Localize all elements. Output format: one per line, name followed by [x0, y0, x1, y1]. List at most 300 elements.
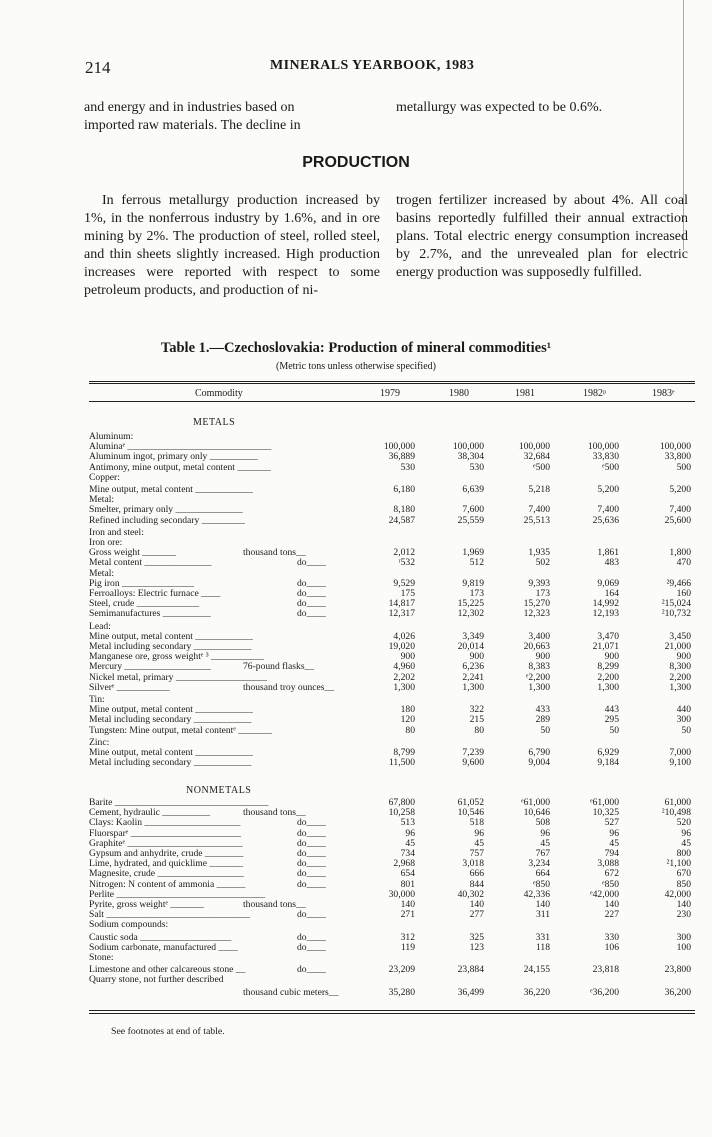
cell-1981: 8,383: [528, 661, 550, 673]
cell-1980: 36,499: [457, 986, 484, 998]
cell-1979: 10,258: [388, 807, 415, 819]
row-unit: thousand tons__: [243, 807, 306, 819]
cell-1980: 40,302: [457, 888, 484, 900]
row-unit: thousand troy ounces__: [243, 681, 335, 693]
row-label: Mine output, metal content ____________: [89, 748, 253, 758]
row-label: Gypsum and anhydrite, crude ________: [89, 849, 244, 859]
row-unit: do____: [297, 827, 326, 839]
cell-1983: 21,000: [664, 641, 691, 652]
cell-1981: 24,155: [523, 964, 550, 976]
cell-1980: 530: [469, 461, 484, 473]
cell-1982: 1,861: [597, 547, 619, 559]
row-label: Smelter, primary only ______________: [89, 505, 243, 516]
cell-1983: 140: [676, 899, 691, 910]
cell-1982: 1,300: [597, 681, 619, 693]
cell-1982: ᵉ42,000: [590, 888, 619, 900]
table-row: [89, 726, 695, 736]
cell-1981: 664: [535, 868, 550, 880]
row-unit: thousand tons__: [243, 547, 306, 559]
cell-1979: 36,889: [388, 451, 415, 463]
row-label: Pig iron _______________: [89, 578, 195, 589]
column-header-1979: 1979: [380, 388, 400, 399]
cell-1982: 6,929: [597, 747, 619, 758]
cell-1982: 672: [604, 868, 619, 880]
cell-1979: 119: [400, 941, 415, 953]
table-bottom-rule-double: [89, 1013, 695, 1014]
cell-1981: 900: [535, 651, 550, 663]
cell-1981: 36,220: [523, 986, 550, 998]
table-row: [89, 953, 695, 963]
column-header-1981: 1981: [515, 388, 535, 399]
row-unit: do____: [297, 837, 326, 849]
cell-1982: 8,299: [597, 661, 619, 673]
row-unit: do____: [297, 941, 326, 953]
cell-1982: 900: [604, 651, 619, 663]
column-header-1980: 1980: [449, 388, 469, 399]
table-row: [89, 975, 695, 985]
cell-1980: 3,018: [462, 858, 484, 870]
table-subtitle: (Metric tons unless otherwise specified): [276, 361, 436, 372]
production-left-paragraph: In ferrous metallurgy production increased by 1%, in the nonferrous industry by 1.6%, and in ore mining by 2%. The production of steel, rolled steel, and thin sheets slightly increased. High production increases were reported with respect to some petroleum products, and production of ni-: [84, 193, 380, 298]
cell-1983: 800: [676, 848, 691, 859]
cell-1979: 8,799: [393, 747, 415, 758]
table-row: [89, 965, 695, 975]
cell-1980: 45: [474, 837, 484, 849]
cell-1983: 850: [676, 878, 691, 890]
table-row: [89, 829, 695, 839]
cell-1983: 2,200: [669, 671, 691, 683]
section-metals: METALS: [193, 417, 236, 428]
table-row: [89, 505, 695, 515]
cell-1983: 1,800: [669, 547, 691, 559]
table-top-rule-double: [89, 383, 695, 384]
cell-1983: 470: [676, 557, 691, 569]
cell-1980: 61,052: [457, 797, 484, 808]
cell-1982: 2,200: [597, 671, 619, 683]
row-unit: do____: [297, 964, 326, 976]
cell-1981: 15,270: [523, 598, 550, 610]
cell-1983: 96: [681, 827, 691, 839]
cell-1980: 96: [474, 827, 484, 839]
cell-1982: 50: [609, 724, 619, 736]
cell-1983: ²15,024: [661, 598, 691, 610]
cell-1979: 45: [405, 837, 415, 849]
section-nonmetals: NONMETALS: [186, 785, 252, 796]
row-unit: do____: [297, 598, 326, 610]
row-unit: do____: [297, 858, 326, 870]
row-label: Nitrogen: N content of ammonia ______: [89, 879, 246, 890]
cell-1983: 50: [681, 724, 691, 736]
cell-1982: 21,071: [592, 641, 619, 652]
production-right-paragraph: trogen fertilizer increased by about 4%. All coal basins reportedly fulfilled their annual extraction plans. Total electric energy consumption increased by 2.7%, and the unrevealed plan for electric energy production was supposedly fulfilled.: [396, 193, 688, 280]
cell-1981: 140: [535, 899, 550, 910]
row-label: Semimanufactures __________: [89, 609, 211, 620]
cell-1981: 9,393: [528, 577, 550, 589]
row-label: Gross weight _______: [89, 548, 176, 559]
running-title: MINERALS YEARBOOK, 1983: [270, 58, 475, 73]
table-row: [89, 920, 695, 930]
row-label: Steel, crude _____________: [89, 599, 200, 610]
cell-1983: 25,600: [664, 514, 691, 526]
table-row: [89, 943, 695, 953]
cell-1983: 9,100: [669, 757, 691, 769]
cell-1980: 3,349: [462, 630, 484, 642]
cell-1979: 9,529: [393, 577, 415, 589]
cell-1980: 7,600: [462, 504, 484, 516]
cell-1981: 502: [535, 557, 550, 569]
cell-1981: 10,646: [523, 807, 550, 819]
cell-1979: 67,800: [388, 797, 415, 808]
cell-1979: 23,209: [388, 964, 415, 976]
cell-1981: 7,400: [528, 504, 550, 516]
cell-1980: 277: [469, 909, 484, 921]
cell-1980: 215: [469, 714, 484, 726]
cell-1979: ʳ532: [398, 557, 415, 569]
cell-1980: 6,639: [462, 484, 484, 495]
cell-1979: 900: [400, 651, 415, 663]
cell-1983: 900: [676, 651, 691, 663]
cell-1979: 180: [400, 704, 415, 716]
cell-1979: 100,000: [383, 441, 415, 453]
cell-1983: 42,000: [664, 888, 691, 900]
cell-1981: 100,000: [518, 441, 550, 453]
cell-1980: 20,014: [457, 641, 484, 652]
cell-1982: 100,000: [587, 441, 619, 453]
row-label: Zinc:: [89, 737, 110, 748]
cell-1981: ᵉ2,200: [525, 671, 550, 683]
cell-1983: 33,800: [664, 451, 691, 463]
cell-1981: 289: [535, 714, 550, 726]
cell-1979: 271: [400, 909, 415, 921]
cell-1979: 11,500: [388, 757, 415, 769]
cell-1979: 8,180: [393, 504, 415, 516]
row-label: Ferroalloys: Electric furnace ____: [89, 589, 221, 599]
table-row: [89, 910, 695, 920]
row-label: Silverᵉ ___________: [89, 682, 170, 693]
cell-1979: 734: [400, 848, 415, 859]
row-label: Nickel metal, primary ___________________: [89, 672, 267, 683]
row-label: Iron ore:: [89, 538, 123, 548]
cell-1982: 5,200: [597, 484, 619, 495]
cell-1979: 530: [400, 461, 415, 473]
row-label: Manganese ore, gross weightᵉ ³ ___________: [89, 652, 264, 663]
cell-1982: 483: [604, 557, 619, 569]
table-top-rule: [89, 381, 695, 382]
cell-1983: 440: [676, 704, 691, 716]
cell-1979: 96: [405, 827, 415, 839]
cell-1983: 7,400: [669, 504, 691, 516]
row-label: Tin:: [89, 695, 105, 705]
cell-1980: 9,819: [462, 577, 484, 589]
cell-1983: 160: [676, 588, 691, 599]
cell-1980: 140: [469, 899, 484, 910]
cell-1982: 794: [604, 848, 619, 859]
cell-1981: 173: [535, 588, 550, 599]
table-row: [89, 485, 695, 495]
row-unit: do____: [297, 868, 326, 880]
cell-1979: 30,000: [388, 888, 415, 900]
row-label: Cement, hydraulic __________: [89, 808, 211, 819]
cell-1980: 12,302: [457, 608, 484, 620]
cell-1979: 4,026: [393, 630, 415, 642]
cell-1981: 42,336: [523, 888, 550, 900]
table-row: [89, 558, 695, 568]
cell-1979: 35,280: [388, 986, 415, 998]
cell-1979: 1,300: [393, 681, 415, 693]
row-label: Mine output, metal content ____________: [89, 631, 253, 642]
cell-1981: ᵉ61,000: [521, 797, 550, 808]
table-row: [89, 662, 695, 672]
cell-1983: 61,000: [664, 797, 691, 808]
cell-1982: 3,088: [597, 858, 619, 870]
cell-1981: 3,400: [528, 630, 550, 642]
cell-1979: 140: [400, 899, 415, 910]
cell-1981: 96: [540, 827, 550, 839]
row-unit: do____: [297, 577, 326, 589]
cell-1983: ²10,498: [661, 807, 691, 819]
cell-1980: 900: [469, 651, 484, 663]
cell-1983: 7,000: [669, 747, 691, 758]
row-label: Copper:: [89, 472, 120, 483]
cell-1981: ᵉ500: [533, 461, 550, 473]
cell-1982: ᵉ850: [602, 878, 619, 890]
cell-1980: 844: [469, 878, 484, 890]
row-label: Metal:: [89, 495, 115, 506]
cell-1980: 100,000: [452, 441, 484, 453]
cell-1980: 2,241: [462, 671, 484, 683]
cell-1981: 6,790: [528, 747, 550, 758]
row-unit: thousand tons__: [243, 899, 306, 910]
cell-1980: 9,600: [462, 757, 484, 769]
cell-1983: 45: [681, 837, 691, 849]
row-unit: do____: [297, 817, 326, 829]
cell-1981: 9,004: [528, 757, 550, 769]
table-bottom-rule: [89, 1010, 695, 1011]
column-header-1982: 1982ᵖ: [583, 388, 607, 399]
intro-left-line-2: imported raw materials. The decline in: [84, 118, 301, 133]
row-unit: thousand cubic meters__: [243, 986, 339, 998]
cell-1979: 2,202: [393, 671, 415, 683]
cell-1979: 14,817: [388, 598, 415, 610]
cell-1982: 295: [604, 714, 619, 726]
intro-left-column: [84, 99, 380, 135]
cell-1981: 20,663: [523, 641, 550, 652]
cell-1981: 45: [540, 837, 550, 849]
cell-1983: 520: [676, 817, 691, 829]
cell-1982: 9,184: [597, 757, 619, 769]
cell-1983: ²1,100: [666, 858, 691, 870]
cell-1982: 33,830: [592, 451, 619, 463]
cell-1981: 118: [535, 941, 550, 953]
row-label: Iron and steel:: [89, 527, 144, 538]
row-label: Lime, hydrated, and quicklime _______: [89, 859, 243, 870]
cell-1982: 3,470: [597, 630, 619, 642]
row-label: Metal including secondary ____________: [89, 758, 252, 769]
cell-1981: 433: [535, 704, 550, 716]
cell-1979: 654: [400, 868, 415, 880]
table-row: [89, 988, 695, 998]
row-unit: do____: [297, 608, 326, 620]
cell-1982: 7,400: [597, 504, 619, 516]
row-label: Sodium compounds:: [89, 920, 169, 931]
table-row: [89, 715, 695, 725]
cell-1979: 24,587: [388, 514, 415, 526]
table-row: [89, 528, 695, 538]
row-label: Salt ______________________________: [89, 910, 251, 921]
cell-1982: 9,069: [597, 577, 619, 589]
cell-1982: 12,193: [592, 608, 619, 620]
cell-1980: 123: [469, 941, 484, 953]
row-label: Mercury __________________: [89, 662, 211, 673]
cell-1980: 10,546: [457, 807, 484, 819]
cell-1981: 25,513: [523, 514, 550, 526]
cell-1983: ²10,732: [661, 608, 691, 620]
table-row: [89, 818, 695, 828]
cell-1982: 227: [604, 909, 619, 921]
cell-1980: 38,304: [457, 451, 484, 463]
cell-1983: 230: [676, 909, 691, 921]
cell-1980: 325: [469, 931, 484, 943]
cell-1982: ᵉ500: [602, 461, 619, 473]
row-label: Fluorsparᵉ _______________________: [89, 828, 241, 839]
cell-1982: 23,818: [592, 964, 619, 976]
cell-1981: 12,323: [523, 608, 550, 620]
row-unit: do____: [297, 931, 326, 943]
cell-1981: 1,300: [528, 681, 550, 693]
column-header-1983: 1983ᵉ: [652, 388, 675, 399]
row-label: Graphiteᵉ ________________________: [89, 838, 243, 849]
row-label: Mine output, metal content ____________: [89, 485, 253, 495]
cell-1983: 23,800: [664, 964, 691, 976]
table-header-rule: [89, 401, 695, 402]
cell-1979: 801: [400, 878, 415, 890]
cell-1983: 1,300: [669, 681, 691, 693]
row-unit: do____: [297, 878, 326, 890]
cell-1981: 3,234: [528, 858, 550, 870]
cell-1980: 757: [469, 848, 484, 859]
cell-1980: 15,225: [457, 598, 484, 610]
cell-1979: 80: [405, 724, 415, 736]
table-row: [89, 869, 695, 879]
row-label: Metal including secondary ____________: [89, 642, 252, 652]
cell-1983: 8,300: [669, 661, 691, 673]
intro-right-column: [396, 99, 688, 117]
cell-1982: 330: [604, 931, 619, 943]
table-row: [89, 609, 695, 619]
cell-1979: 12,317: [388, 608, 415, 620]
cell-1980: 322: [469, 704, 484, 716]
row-label: Aluminaᵉ ______________________________: [89, 442, 272, 453]
cell-1983: 500: [676, 461, 691, 473]
cell-1982: 14,992: [592, 598, 619, 610]
row-label: Aluminum:: [89, 432, 134, 442]
cell-1980: 25,559: [457, 514, 484, 526]
cell-1982: 45: [609, 837, 619, 849]
cell-1980: 80: [474, 724, 484, 736]
cell-1982: ᵉ61,000: [590, 797, 619, 808]
cell-1980: 518: [469, 817, 484, 829]
row-label: Limestone and other calcareous stone __: [89, 965, 246, 976]
section-heading-production: PRODUCTION: [302, 154, 410, 171]
cell-1980: 173: [469, 588, 484, 599]
row-label: Refined including secondary _________: [89, 515, 245, 526]
table-row: [89, 452, 695, 462]
row-label: Metal content ______________: [89, 558, 212, 569]
cell-1983: 5,200: [669, 484, 691, 495]
table-row: [89, 473, 695, 483]
cell-1983: 100: [676, 941, 691, 953]
cell-1982: 106: [604, 941, 619, 953]
table-row: [89, 516, 695, 526]
cell-1982: 443: [604, 704, 619, 716]
row-label: Stone:: [89, 953, 114, 963]
intro-left-line-1: and energy and in industries based on: [84, 100, 295, 115]
row-label: Pyrite, gross weightᵉ _______: [89, 900, 204, 910]
row-label: Lead:: [89, 621, 111, 632]
cell-1983: 300: [676, 931, 691, 943]
cell-1979: 6,180: [393, 484, 415, 495]
row-unit: do____: [297, 848, 326, 859]
cell-1980: 7,239: [462, 747, 484, 758]
row-label: Caustic soda ___________________: [89, 932, 232, 943]
cell-1982: 140: [604, 899, 619, 910]
cell-1983: ²9,466: [666, 577, 691, 589]
cell-1982: 96: [609, 827, 619, 839]
row-label: Metal including secondary ____________: [89, 715, 252, 726]
cell-1979: 513: [400, 817, 415, 829]
table-row: [89, 683, 695, 693]
cell-1983: 100,000: [659, 441, 691, 453]
row-label: Sodium carbonate, manufactured ____: [89, 942, 238, 953]
row-unit: do____: [297, 557, 326, 569]
cell-1979: 120: [400, 714, 415, 726]
cell-1981: 331: [535, 931, 550, 943]
table-row: [89, 758, 695, 768]
row-unit: 76-pound flasks__: [243, 661, 315, 673]
cell-1981: 1,935: [528, 547, 550, 559]
cell-1979: 2,012: [393, 547, 415, 559]
cell-1979: 19,020: [388, 641, 415, 652]
table-title: Table 1.—Czechoslovakia: Production of mineral commodities¹: [160, 340, 552, 356]
row-label: Metal:: [89, 568, 115, 579]
intro-right-line-1: metallurgy was expected to be 0.6%.: [396, 100, 603, 115]
row-label: Clays: Kaolin ____________________: [89, 818, 241, 829]
row-label: Perlite _______________________________: [89, 889, 266, 900]
table-row: [89, 463, 695, 473]
row-label: Tungsten: Mine output, metal contentᵉ _______: [89, 725, 272, 736]
cell-1982: 527: [604, 817, 619, 829]
cell-1980: 512: [469, 557, 484, 569]
cell-1983: 3,450: [669, 630, 691, 642]
cell-1979: 2,968: [393, 858, 415, 870]
cell-1982: ᵉ36,200: [590, 986, 619, 998]
cell-1980: 23,884: [457, 964, 484, 976]
cell-1983: 36,200: [664, 986, 691, 998]
cell-1981: 508: [535, 817, 550, 829]
cell-1979: 312: [400, 931, 415, 943]
cell-1981: 50: [540, 724, 550, 736]
cell-1980: 666: [469, 868, 484, 880]
cell-1982: 164: [604, 588, 619, 599]
row-label: Quarry stone, not further described: [89, 975, 224, 986]
row-label: Antimony, mine output, metal content _______: [89, 462, 271, 473]
cell-1979: 175: [400, 588, 415, 599]
row-label: Aluminum ingot, primary only __________: [89, 452, 258, 463]
cell-1979: 4,960: [393, 661, 415, 673]
cell-1980: 1,300: [462, 681, 484, 693]
cell-1982: 10,325: [592, 807, 619, 819]
cell-1980: 1,969: [462, 547, 484, 559]
